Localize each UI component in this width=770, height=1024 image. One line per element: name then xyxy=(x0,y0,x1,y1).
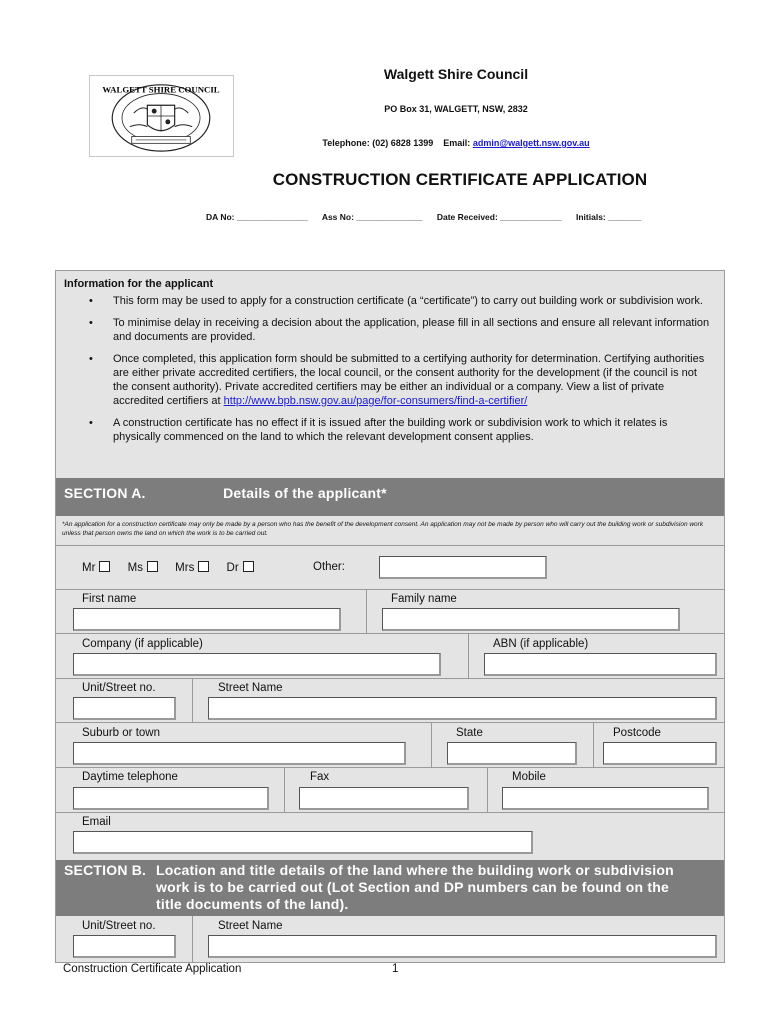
street-name-input[interactable] xyxy=(208,697,717,720)
title-dr: Dr xyxy=(227,562,254,574)
postcode-label: Postcode xyxy=(613,727,661,739)
section-b-title: Location and title details of the land where the building work or subdivision work is to be carried out (Lot Section and DP numbers can be found on the title documents of the land). xyxy=(156,862,674,912)
mr-checkbox[interactable] xyxy=(99,561,110,572)
da-no: DA No: _______________ xyxy=(206,212,308,222)
certifier-link[interactable]: http://www.bpb.nsw.gov.au/page/for-consumers/find-a-certifier/ xyxy=(223,395,528,407)
divider xyxy=(366,589,367,633)
footer-doc-name: Construction Certificate Application xyxy=(63,963,242,975)
divider xyxy=(468,633,469,678)
company-input[interactable] xyxy=(73,653,441,676)
first-name-label: First name xyxy=(82,593,137,605)
state-input[interactable] xyxy=(447,742,577,765)
page-number: 1 xyxy=(392,963,399,975)
divider xyxy=(56,545,724,546)
council-name: Walgett Shire Council xyxy=(383,66,529,82)
title-ms: Ms xyxy=(128,562,158,574)
council-contact xyxy=(296,138,616,148)
applicant-information xyxy=(64,277,714,452)
suburb-label: Suburb or town xyxy=(82,727,160,739)
daytime-phone-label: Daytime telephone xyxy=(82,771,178,783)
info-bullet-text: Once completed, this application form should be submitted to a certifying authority for determination. Certifying authorities are either private accredited certifiers, the local council, or the consent authority for the development (if the council is not the consent authority). Private accredited certifiers may be either an individual or a company. View a list of private accredited certifiers at xyxy=(113,353,705,407)
section-a-note: *An application for a construction certificate may only be made by a person who has the benefit of the development consent. An application may not be made by person who will carry out the building work or subdivision work unless that person owns the land on which the work is to be carried out. xyxy=(62,521,704,537)
divider xyxy=(56,767,724,768)
title-mrs: Mrs xyxy=(175,562,209,574)
company-label: Company (if applicable) xyxy=(82,638,203,650)
email-link[interactable]: admin@walgett.nsw.gov.au xyxy=(472,138,590,148)
section-a-label: SECTION A. xyxy=(64,485,146,501)
divider xyxy=(56,589,724,590)
ms-checkbox[interactable] xyxy=(147,561,158,572)
info-bullet: • This form may be used to apply for a construction certificate (a “certificate”) to carry out building work or subdivision work. xyxy=(64,294,714,308)
office-use-row xyxy=(206,212,653,222)
divider xyxy=(593,722,594,767)
divider xyxy=(56,678,724,679)
info-bullet: • To minimise delay in receiving a decision about the application, please fill in all sections and ensure all relevant information and documents are provided. xyxy=(64,316,714,344)
abn-label: ABN (if applicable) xyxy=(493,638,589,650)
council-address: PO Box 31, WALGETT, NSW, 2832 xyxy=(384,104,528,114)
unit-street-no-input[interactable] xyxy=(73,697,176,720)
b-unit-street-no-input[interactable] xyxy=(73,935,176,958)
email-label: Email: xyxy=(443,138,471,148)
divider xyxy=(487,767,488,812)
postcode-input[interactable] xyxy=(603,742,717,765)
fax-label: Fax xyxy=(310,771,330,783)
divider xyxy=(56,633,724,634)
info-bullet xyxy=(64,352,714,408)
form-frame xyxy=(55,270,725,963)
b-street-name-label: Street Name xyxy=(218,920,283,932)
title-checkboxes xyxy=(82,561,268,574)
other-title-input[interactable] xyxy=(379,556,547,579)
email-input[interactable] xyxy=(73,831,533,854)
ass-no: Ass No: ______________ xyxy=(321,212,423,222)
first-name-input[interactable] xyxy=(73,608,341,631)
unit-street-no-label: Unit/Street no. xyxy=(82,682,156,694)
title-mr: Mr xyxy=(82,562,110,574)
section-a-title: Details of the applicant* xyxy=(223,485,387,501)
dr-checkbox[interactable] xyxy=(243,561,254,572)
divider xyxy=(56,722,724,723)
mobile-label: Mobile xyxy=(512,771,546,783)
other-label: Other: xyxy=(313,561,345,573)
section-b-header xyxy=(56,860,724,916)
council-seal-icon xyxy=(90,76,233,156)
divider xyxy=(284,767,285,812)
fax-input[interactable] xyxy=(299,787,469,810)
date-received: Date Received: _____________ xyxy=(436,212,562,222)
info-bullet: • A construction certificate has no effect if it is issued after the building work or subdivision work to which it relates is physically commenced on the land to which the relevant development consent applies. xyxy=(64,416,714,444)
info-title: Information for the applicant xyxy=(64,278,214,290)
initials: Initials: _______ xyxy=(576,212,642,222)
form-title: CONSTRUCTION CERTIFICATE APPLICATION xyxy=(272,170,648,189)
family-name-input[interactable] xyxy=(382,608,680,631)
telephone: Telephone: (02) 6828 1399 xyxy=(322,138,434,148)
divider xyxy=(56,812,724,813)
street-name-label: Street Name xyxy=(218,682,283,694)
divider xyxy=(431,722,432,767)
logo-text: WALGETT SHIRE COUNCIL xyxy=(102,84,220,95)
council-logo xyxy=(89,75,234,157)
b-street-name-input[interactable] xyxy=(208,935,717,958)
daytime-phone-input[interactable] xyxy=(73,787,269,810)
suburb-input[interactable] xyxy=(73,742,406,765)
email-label: Email xyxy=(82,816,111,828)
section-b-label: SECTION B. xyxy=(64,862,147,878)
state-label: State xyxy=(456,727,483,739)
divider xyxy=(192,916,193,963)
divider xyxy=(192,678,193,722)
section-a-header xyxy=(56,478,724,516)
mrs-checkbox[interactable] xyxy=(198,561,209,572)
b-unit-street-no-label: Unit/Street no. xyxy=(82,920,156,932)
mobile-input[interactable] xyxy=(502,787,709,810)
abn-input[interactable] xyxy=(484,653,717,676)
family-name-label: Family name xyxy=(391,593,457,605)
